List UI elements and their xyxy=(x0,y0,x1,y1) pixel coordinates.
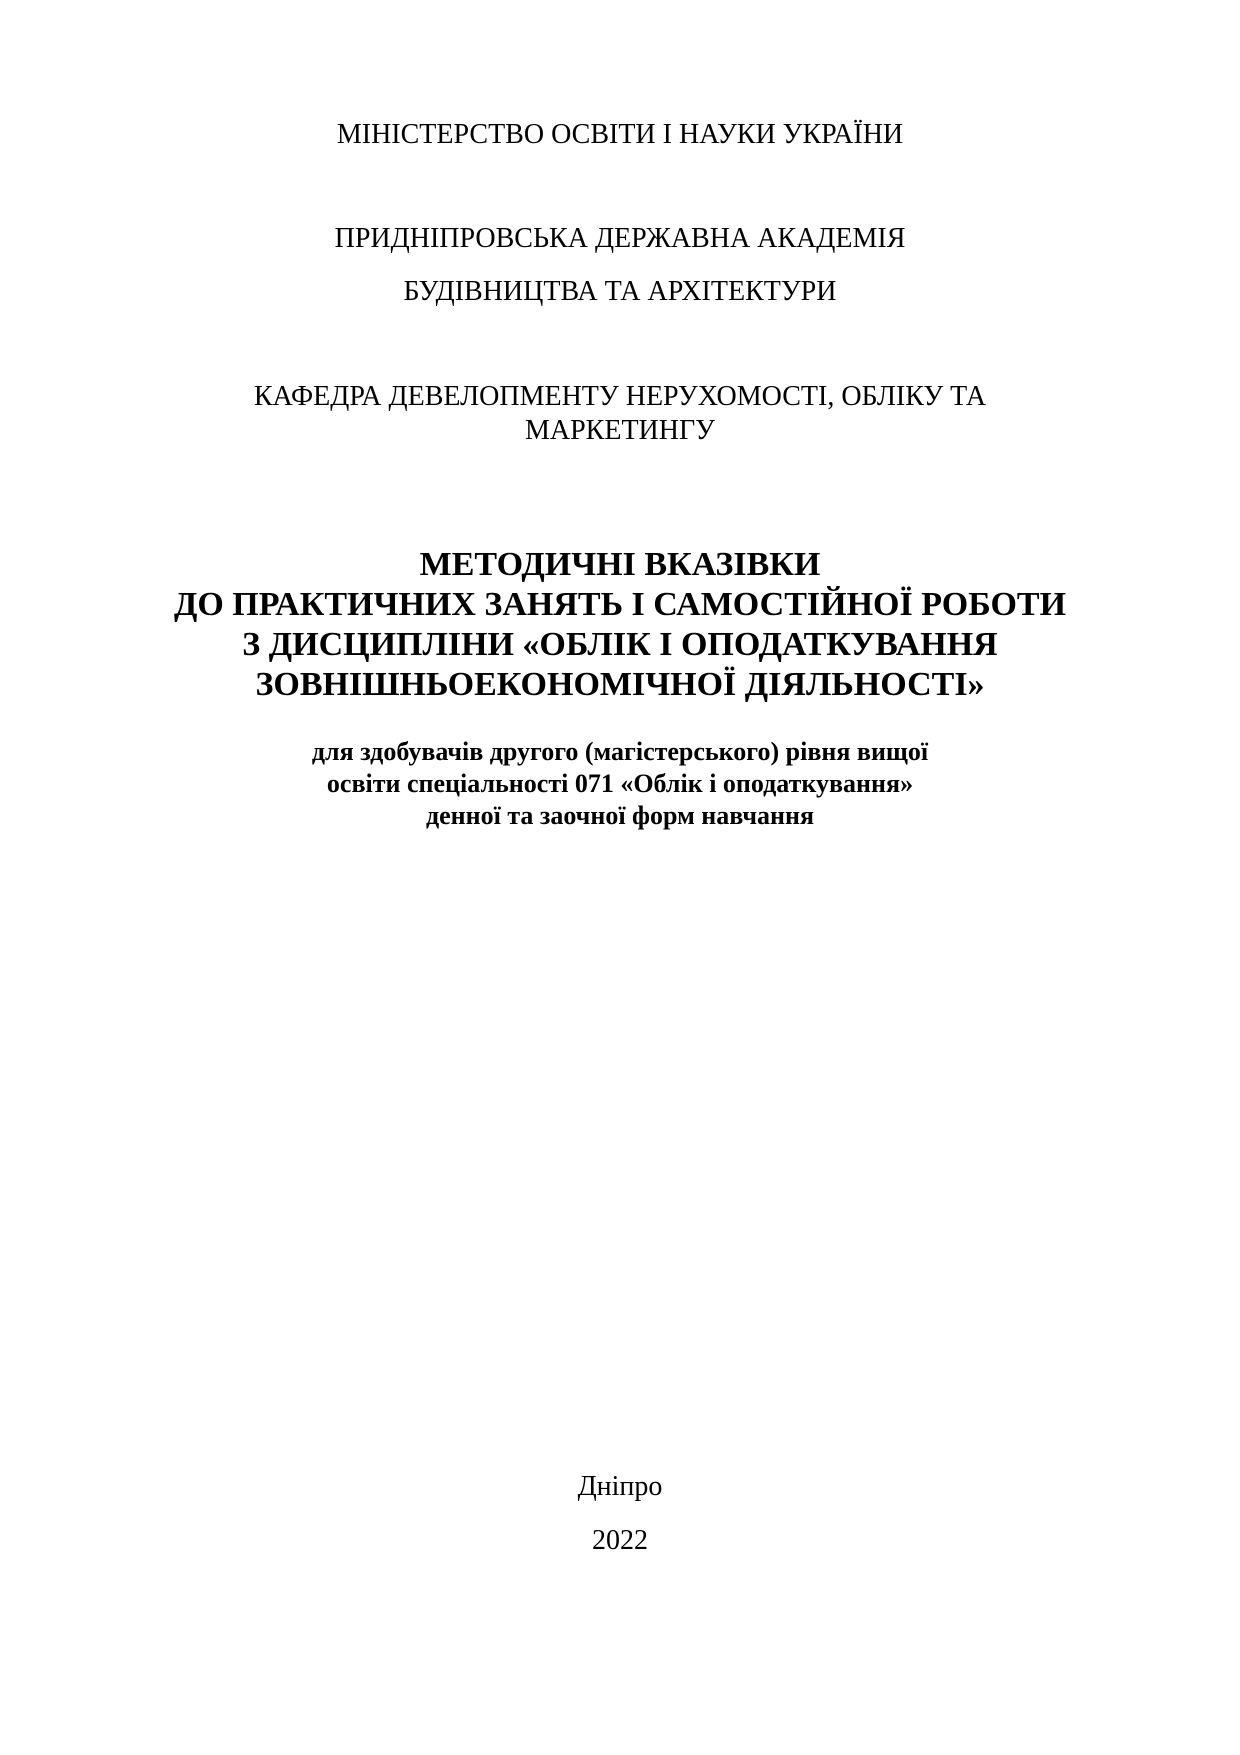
audience-line-1: для здобувачів другого (магістерського) рівня вищої xyxy=(311,737,929,766)
publication-city: Дніпро xyxy=(577,1471,663,1502)
document-title-line-3: З ДИСЦИПЛІНИ «ОБЛІК І ОПОДАТКУВАННЯ xyxy=(242,626,998,663)
academy-name-line-2: БУДІВНИЦТВА ТА АРХІТЕКТУРИ xyxy=(403,276,837,307)
document-title-line-2: ДО ПРАКТИЧНИХ ЗАНЯТЬ І САМОСТІЙНОЇ РОБОТИ xyxy=(173,586,1067,623)
audience-line-2: освіти спеціальності 071 «Облік і оподаткування» xyxy=(326,769,914,798)
department-name-line-1: КАФЕДРА ДЕВЕЛОПМЕНТУ НЕРУХОМОСТІ, ОБЛІКУ ТА xyxy=(253,381,987,412)
document-title-line-1: МЕТОДИЧНІ ВКАЗІВКИ xyxy=(419,546,821,583)
audience-line-3: денної та заочної форм навчання xyxy=(425,801,815,830)
department-name-line-2: МАРКЕТИНГУ xyxy=(524,415,716,446)
academy-name-line-1: ПРИДНІПРОВСЬКА ДЕРЖАВНА АКАДЕМІЯ xyxy=(334,223,906,254)
document-title-line-4: ЗОВНІШНЬОЕКОНОМІЧНОЇ ДІЯЛЬНОСТІ» xyxy=(255,666,985,703)
publication-year: 2022 xyxy=(592,1525,648,1556)
ministry-name: МІНІСТЕРСТВО ОСВІТИ І НАУКИ УКРАЇНИ xyxy=(336,119,904,150)
